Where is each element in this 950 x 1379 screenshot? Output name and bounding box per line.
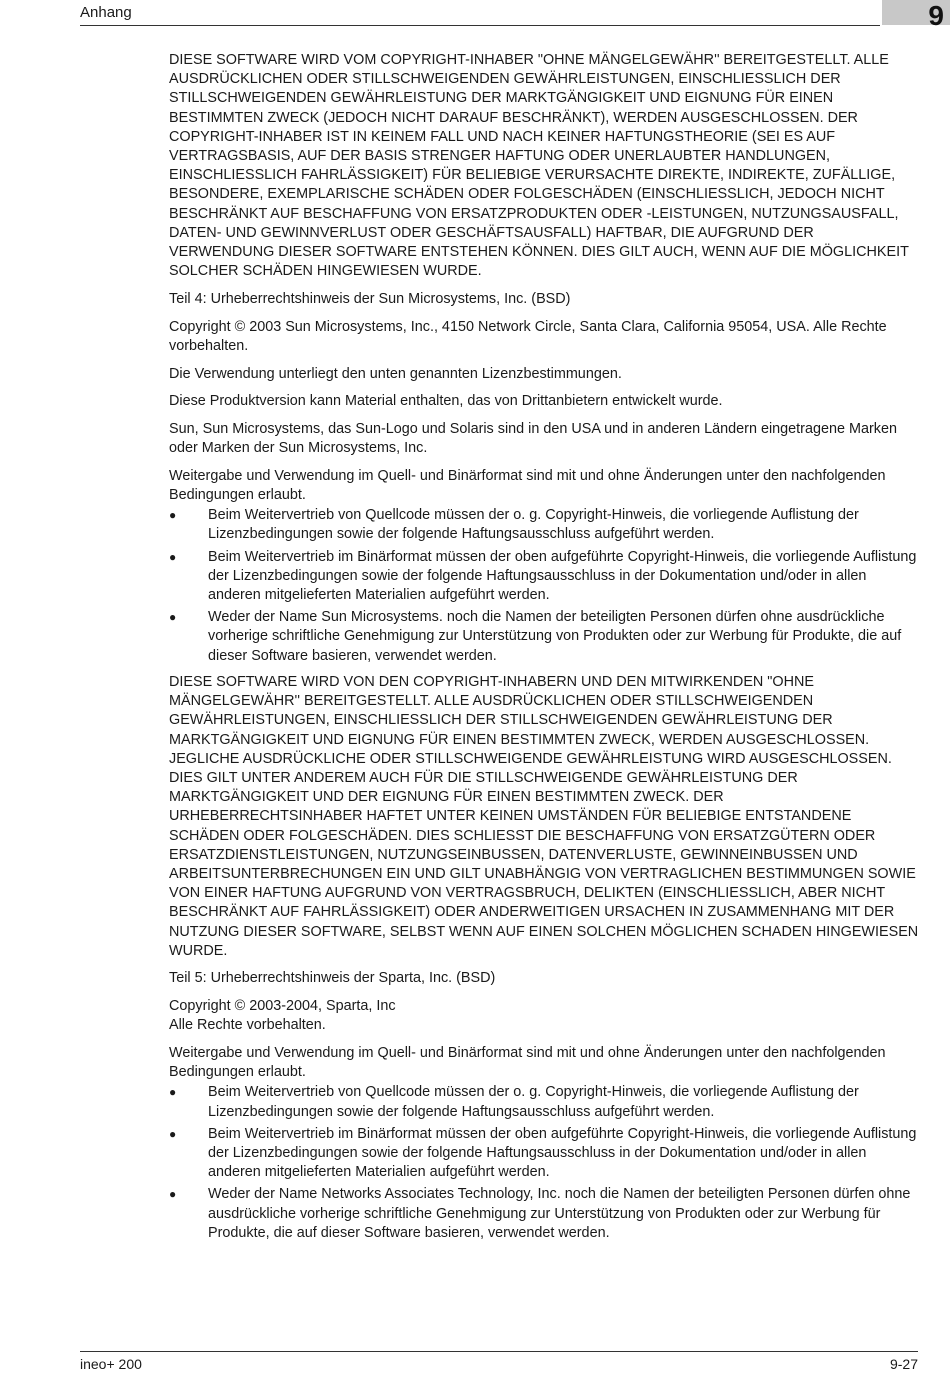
bullet-icon: ● [169,610,177,625]
list-item-text: Weder der Name Networks Associates Technology, Inc. noch die Namen der beteiligten Personen dürfen ohne ausdrückliche vorherige schriftliche Genehmigung zur Unterstützung von Produkten oder zur Werbung für Produkte, die auf dieser Software basieren, verwendet werden. [208,1186,911,1241]
part5-conditions-list [169,1083,919,1243]
list-item [169,1125,919,1183]
bullet-icon: ● [169,1126,177,1141]
part4-trademarks: Sun, Sun Microsystems, das Sun-Logo und Solaris sind in den USA und in anderen Ländern eingetragene Marken oder Marken der Sun Microsystems, Inc. [169,420,897,457]
footer-divider [80,1351,918,1352]
part4-thirdparty-note: Diese Produktversion kann Material enthalten, das von Drittanbietern entwickelt wurde. [169,393,723,410]
part4-conditions-list [169,506,919,666]
part4-copyright: Copyright © 2003 Sun Microsystems, Inc., 4150 Network Circle, Santa Clara, California 95054, USA. Alle Rechte vorbehalten. [169,318,887,354]
list-item-text: Beim Weitervertrieb im Binärformat müssen der oben aufgeführte Copyright-Hinweis, die vorliegende Auflistung der Lizenzbedingungen sowie der folgende Haftungsausschluss in der Dokumentation und/oder in allen anderen mitgelieferten Materialien aufgeführt werden. [208,548,917,604]
page-number: 9-27 [889,1356,918,1372]
part5-heading: Teil 5: Urheberrechtshinweis der Sparta, Inc. (BSD) [169,970,496,987]
disclaimer-paragraph-1: DIESE SOFTWARE WIRD VOM COPYRIGHT-INHABER "OHNE MÄNGELGEWÄHR'' BEREITGESTELLT. ALLE AUSDRÜCKLICHEN ODER STILLSCHWEIGENDEN GEWÄHRLEISTUNGEN, EINSCHLIESSLICH DER STILLSCHWEIGENDEN GEWÄHRLEISTUNG DER MARKTGÄNGIGKEIT UND EIGNUNG FÜR EINEN BESTIMMTEN ZWECK (JEDOCH NICHT DARAUF BESCHRÄNKT), WERDEN AUSGESCHLOSSEN. DER COPYRIGHT-INHABER IST IN KEINEM FALL UND NACH KEINER HAFTUNGSTHEORIE (SEI ES AUF VERTRAGSBASIS, AUF DER BASIS STRENGER HAFTUNG ODER UNERLAUBTER HANDLUNGEN, EINSCHLIESSLICH FAHRLÄSSIGKEIT) FÜR BELIEBIGE VERURSACHTE DIREKTE, INDIREKTE, ZUFÄLLIGE, BESONDERE, EXEMPLARISCHE SCHÄDEN ODER FOLGESCHÄDEN (EINSCHLIESSLICH, JEDOCH NICHT BESCHRÄNKT AUF BESCHAFFUNG VON ERSATZPRODUKTEN ODER -LEISTUNGEN, NUTZUNGSAUSFALL, DATEN- UND GEWINNVERLUST ODER GESCHÄFTSAUSFALL) HAFTBAR, DIE AUFGRUND DER VERWENDUNG DIESER SOFTWARE ENTSTEHEN KÖNNEN. DIES GILT AUCH, WENN AUF DIE MÖGLICHKEIT SOLCHER SCHÄDEN HINGEWIESEN WURDE. [169,52,909,280]
list-item [169,1185,919,1243]
chapter-number: 9 [928,0,944,31]
disclaimer-paragraph-2: DIESE SOFTWARE WIRD VON DEN COPYRIGHT-INHABERN UND DEN MITWIRKENDEN "OHNE MÄNGELGEWÄHR'' BEREITGESTELLT. ALLE AUSDRÜCKLICHEN ODER STILLSCHWEIGENDEN GEWÄHRLEISTUNGEN, EINSCHLIESSLICH DER STILLSCHWEIGENDEN GEWÄHRLEISTUNG DER MARKTGÄNGIGKEIT UND EIGNUNG FÜR EINEN BESTIMMTEN ZWECK, WERDEN AUSGESCHLOSSEN. JEGLICHE AUSDRÜCKLICHE ODER STILLSCHWEIGENDE GEWÄHRLEISTUNG WIRD AUSGESCHLOSSEN. DIES GILT UNTER ANDEREM AUCH FÜR DIE STILLSCHWEIGENDE GEWÄHRLEISTUNG DER MARKTGÄNGIGKEIT UND DER EIGNUNG FÜR EINEN BESTIMMTEN ZWECK. DER URHEBERRECHTSINHABER HAFTET UNTER KEINEN UMSTÄNDEN FÜR BELIEBIGE ENTSTANDENE SCHÄDEN ODER FOLGESCHÄDEN. DIES SCHLIESST DIE BESCHAFFUNG VON ERSATZGÜTERN ODER ERSATZDIENSTLEISTUNGEN, NUTZUNGSEINBUSSEN, DATENVERLUSTE, GEWINNEINBUSSEN UND ARBEITSUNTERBRECHUNGEN EIN UND GILT UNABHÄNGIG VON VERTRAGLICHEN BESTIMMUNGEN SOWIE VON EINER HAFTUNG AUFGRUND VON VERTRAGSBRUCH, DELIKTEN (EINSCHLIESSLICH, ABER NICHT BESCHRÄNKT AUF FAHRLÄSSIGKEIT) ODER ANDERWEITIGEN URSACHEN IN ZUSAMMENHANG MIT DER NUTZUNG DIESER SOFTWARE, SELBST WENN AUF EINEN SOLCHEN MÖGLICHEN SCHADEN HINGEWIESEN WURDE. [169,673,919,959]
part5-copyright [169,997,919,1035]
part5-rights-line: Alle Rechte vorbehalten. [169,1017,326,1034]
bullet-icon: ● [169,508,177,523]
list-item [169,608,919,666]
list-item-text: Weder der Name Sun Microsystems. noch die Namen der beteiligten Personen dürfen ohne ausdrückliche vorherige schriftliche Genehmigung zur Unterstützung von Produkten oder zur Werbung für Produkte, die auf dieser Software basieren, verwendet werden. [208,609,902,664]
chapter-tab [882,0,950,31]
bullet-icon: ● [169,549,177,564]
list-item-text: Beim Weitervertrieb von Quellcode müssen der o. g. Copyright-Hinweis, die vorliegende Auflistung der Lizenzbedingungen sowie der folgende Haftungsausschluss aufgeführt werden. [208,1084,859,1120]
list-item [169,506,919,544]
header-divider [80,25,880,26]
part4-usage-note: Die Verwendung unterliegt den unten genannten Lizenzbestimmungen. [169,365,622,382]
part5-redistribution: Weitergabe und Verwendung im Quell- und Binärformat sind mit und ohne Änderungen unter den nachfolgenden Bedingungen erlaubt. [169,1045,886,1081]
part5-copyright-line: Copyright © 2003-2004, Sparta, Inc [169,998,396,1015]
bullet-icon: ● [169,1187,177,1202]
product-name: ineo+ 200 [80,1356,142,1372]
section-title: Anhang [80,4,132,21]
bullet-icon: ● [169,1085,177,1100]
list-item-text: Beim Weitervertrieb im Binärformat müssen der oben aufgeführte Copyright-Hinweis, die vorliegende Auflistung der Lizenzbedingungen sowie der folgende Haftungsausschluss in der Dokumentation und/oder in allen anderen mitgelieferten Materialien aufgeführt werden. [208,1125,917,1181]
list-item-text: Beim Weitervertrieb von Quellcode müssen der o. g. Copyright-Hinweis, die vorliegende Auflistung der Lizenzbedingungen sowie der folgende Haftungsausschluss aufgeführt werden. [208,507,859,543]
part4-heading: Teil 4: Urheberrechtshinweis der Sun Microsystems, Inc. (BSD) [169,290,571,307]
list-item [169,1083,919,1121]
page-content [169,51,919,1250]
part4-redistribution: Weitergabe und Verwendung im Quell- und Binärformat sind mit und ohne Änderungen unter den nachfolgenden Bedingungen erlaubt. [169,467,886,504]
list-item [169,548,919,606]
